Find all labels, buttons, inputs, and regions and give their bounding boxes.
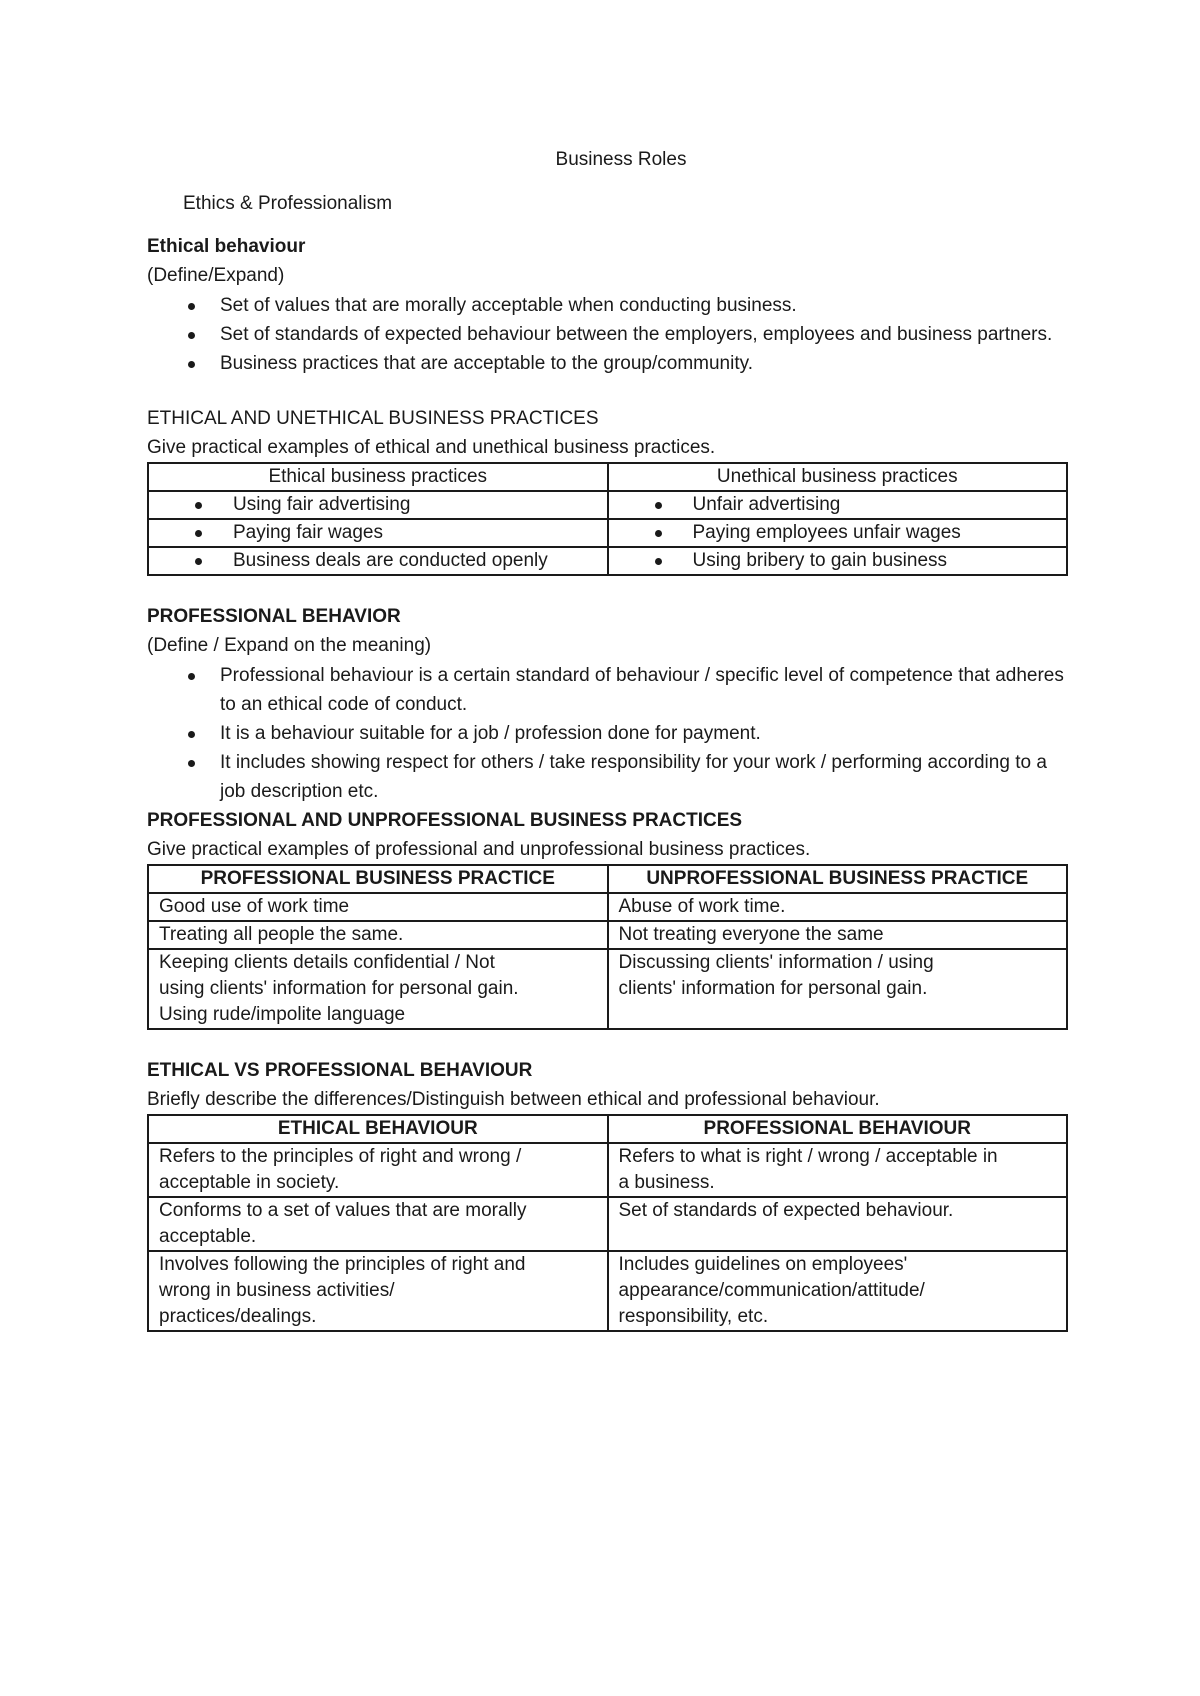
- table-row: [148, 949, 1067, 1029]
- header-line: BUSINESS PRACTICE: [828, 868, 1029, 889]
- table-cell: Using bribery to gain business: [608, 547, 1068, 575]
- professional-practices-prompt: Give practical examples of professional and unprofessional business practices.: [147, 839, 811, 860]
- page-subtitle: Ethics & Professionalism: [183, 193, 393, 214]
- list-item: It includes showing respect for others / take responsibility for your work / performing according to a job description etc.: [147, 748, 1067, 806]
- list-item: Professional behaviour is a certain standard of behaviour / specific level of competence that adheres to an ethical code of conduct.: [147, 661, 1067, 719]
- comparison-table: [147, 1114, 1068, 1332]
- table-header-row: [148, 1115, 1067, 1143]
- table-row: [148, 491, 1067, 519]
- table-row: [148, 1197, 1067, 1251]
- ethical-practices-heading: ETHICAL AND UNETHICAL BUSINESS PRACTICES: [147, 408, 599, 429]
- cell-line: clients' information for personal gain.: [618, 978, 928, 999]
- table-cell: [148, 893, 608, 921]
- list-item: Set of standards of expected behaviour between the employers, employees and business partners.: [147, 320, 1067, 349]
- cell-line: a business.: [618, 1172, 715, 1193]
- professional-practices-table: [147, 864, 1068, 1030]
- table-header-cell: ETHICAL BEHAVIOUR: [148, 1115, 608, 1143]
- table-cell: Paying employees unfair wages: [608, 519, 1068, 547]
- cell-line: Set of standards of expected behaviour.: [618, 1200, 954, 1221]
- cell-line: acceptable in society.: [159, 1172, 340, 1193]
- table-header-cell: Unethical business practices: [608, 463, 1068, 491]
- table-header-row: [148, 463, 1067, 491]
- table-row: [148, 893, 1067, 921]
- table-cell: [608, 1197, 1068, 1251]
- header-line: UNPROFESSIONAL: [646, 868, 824, 889]
- list-item: It is a behaviour suitable for a job / profession done for payment.: [147, 719, 1067, 748]
- cell-line: Includes guidelines on employees': [618, 1254, 908, 1275]
- table-cell: [608, 949, 1068, 1029]
- cell-line: Not treating everyone the same: [618, 924, 884, 945]
- header-line: BUSINESS PRACTICE: [355, 868, 555, 889]
- header-line: PROFESSIONAL: [200, 868, 351, 889]
- cell-line: Treating all people the same.: [159, 924, 404, 945]
- table-cell: [148, 1251, 608, 1331]
- table-row: [148, 519, 1067, 547]
- ethical-behaviour-prompt: (Define/Expand): [147, 265, 285, 286]
- table-cell: [148, 921, 608, 949]
- professional-behaviour-prompt: (Define / Expand on the meaning): [147, 635, 432, 656]
- table-cell: [608, 893, 1068, 921]
- table-cell: [148, 949, 608, 1029]
- cell-line: Involves following the principles of right and: [159, 1254, 526, 1275]
- cell-line: Using rude/impolite language: [159, 1004, 406, 1025]
- table-cell: Using fair advertising: [148, 491, 608, 519]
- comparison-prompt: Briefly describe the differences/Distinguish between ethical and professional behaviour.: [147, 1089, 880, 1110]
- cell-line: Discussing clients' information / using: [618, 952, 934, 973]
- table-row: [148, 547, 1067, 575]
- table-header-cell: PROFESSIONAL BEHAVIOUR: [608, 1115, 1068, 1143]
- table-cell: [608, 1143, 1068, 1197]
- table-cell: Business deals are conducted openly: [148, 547, 608, 575]
- table-cell: [148, 1143, 608, 1197]
- table-cell: Paying fair wages: [148, 519, 608, 547]
- cell-line: acceptable.: [159, 1226, 257, 1247]
- cell-line: Conforms to a set of values that are morally: [159, 1200, 527, 1221]
- table-cell: Unfair advertising: [608, 491, 1068, 519]
- ethical-practices-table: [147, 462, 1068, 576]
- professional-behaviour-heading: PROFESSIONAL BEHAVIOR: [147, 606, 401, 627]
- cell-line: Refers to what is right / wrong / acceptable in: [618, 1146, 998, 1167]
- table-header-row: [148, 865, 1067, 893]
- ethical-practices-prompt: Give practical examples of ethical and unethical business practices.: [147, 437, 716, 458]
- document-content: [147, 145, 1067, 1332]
- list-item: Set of values that are morally acceptable when conducting business.: [147, 291, 1067, 320]
- cell-line: appearance/communication/attitude/: [618, 1280, 925, 1301]
- cell-line: Good use of work time: [159, 896, 350, 917]
- ethical-behaviour-heading: Ethical behaviour: [147, 236, 306, 257]
- page-title: Business Roles: [555, 149, 687, 170]
- cell-line: Keeping clients details confidential / Not: [159, 952, 495, 973]
- comparison-heading: ETHICAL VS PROFESSIONAL BEHAVIOUR: [147, 1060, 533, 1081]
- cell-line: practices/dealings.: [159, 1306, 317, 1327]
- table-header-cell: [148, 865, 608, 893]
- table-cell: [608, 921, 1068, 949]
- cell-line: wrong in business activities/: [159, 1280, 395, 1301]
- cell-line: Refers to the principles of right and wrong /: [159, 1146, 522, 1167]
- professional-practices-heading: PROFESSIONAL AND UNPROFESSIONAL BUSINESS PRACTICES: [147, 810, 743, 831]
- table-row: [148, 921, 1067, 949]
- cell-line: using clients' information for personal gain.: [159, 978, 519, 999]
- table-cell: [608, 1251, 1068, 1331]
- cell-line: Abuse of work time.: [618, 896, 786, 917]
- cell-line: responsibility, etc.: [618, 1306, 769, 1327]
- ethical-behaviour-list: [147, 291, 1067, 378]
- table-cell: [148, 1197, 608, 1251]
- professional-behaviour-list: [147, 661, 1067, 806]
- table-row: [148, 1251, 1067, 1331]
- table-row: [148, 1143, 1067, 1197]
- table-header-cell: Ethical business practices: [148, 463, 608, 491]
- table-header-cell: [608, 865, 1068, 893]
- list-item: Business practices that are acceptable to the group/community.: [147, 349, 1067, 378]
